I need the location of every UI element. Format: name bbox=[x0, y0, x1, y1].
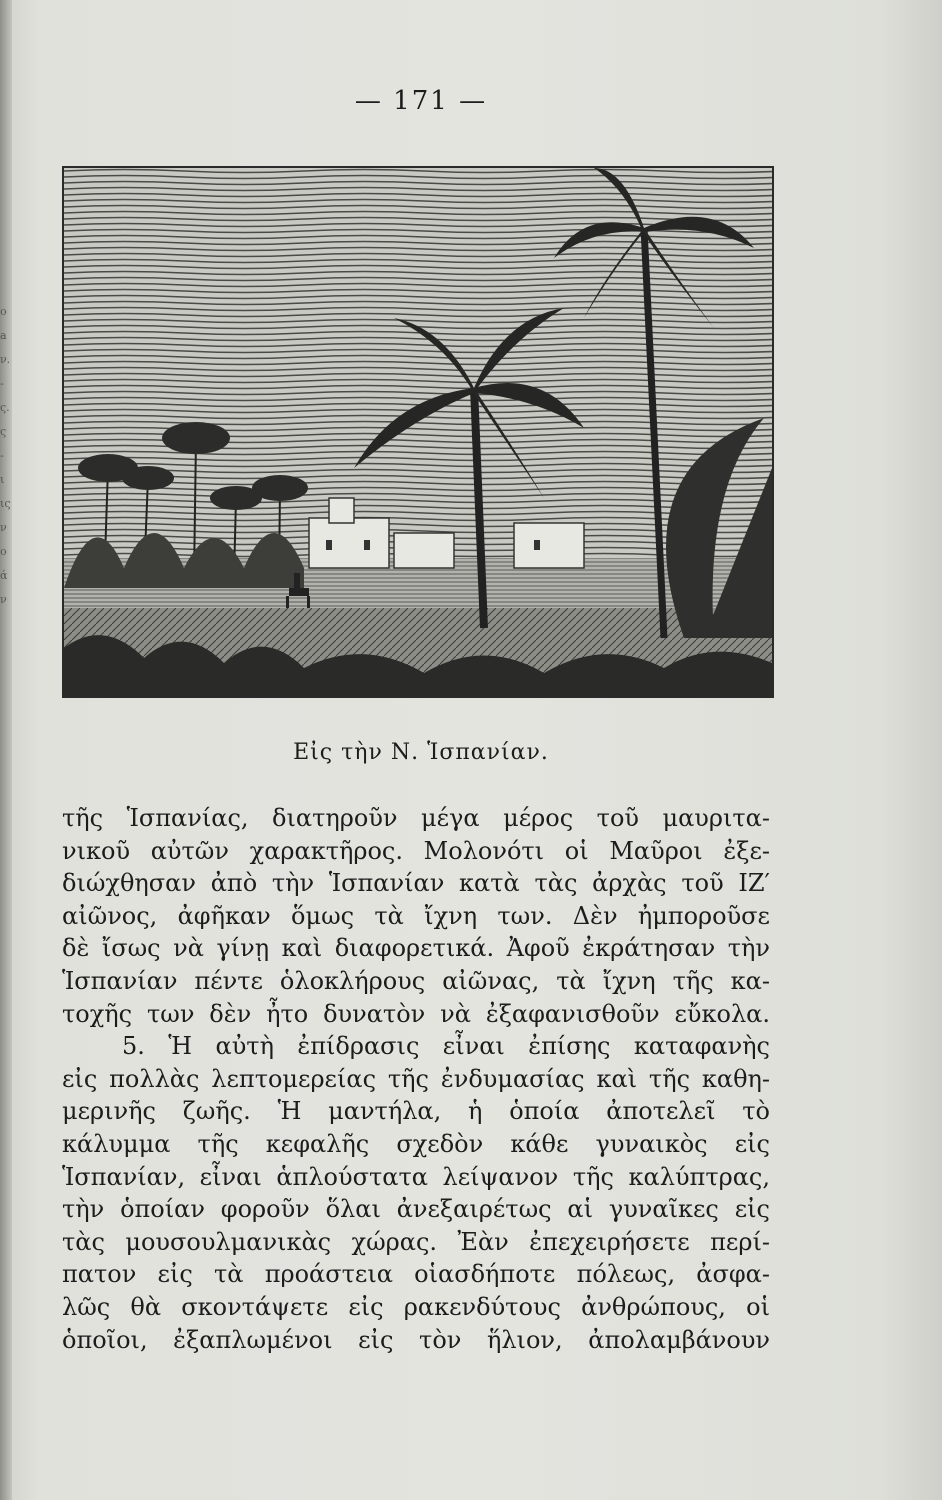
text-line: αἰῶνος, ἀφῆκαν ὅμως τὰ ἴχνη των. Δὲν ἠμποροῦσε bbox=[62, 901, 770, 930]
text-line: εἰς πολλὰς λεπτομερείας τῆς ἐνδυμασίας καὶ τῆς καθη- bbox=[62, 1064, 770, 1093]
body-text bbox=[62, 802, 770, 1356]
figure-caption: Εἰς τὴν Ν. Ἱσπανίαν. bbox=[293, 740, 549, 765]
text-line: λῶς θὰ σκοντάψετε εἰς ρακενδύτους ἀνθρώπους, οἱ bbox=[62, 1292, 770, 1321]
text-line: κάλυμμα τῆς κεφαλῆς σχεδὸν κάθε γυναικὸς εἰς bbox=[62, 1129, 770, 1158]
text-line: τῆς Ἱσπανίας, διατηροῦν μέγα μέρος τοῦ μαυριτα- bbox=[62, 804, 770, 832]
text-line: νικοῦ αὐτῶν χαρακτῆρος. Μολονότι οἱ Μαῦροι ἐξε- bbox=[62, 836, 770, 865]
text-line: Ἱσπανίαν, εἶναι ἁπλούστατα λείψανον τῆς καλύπτρας, bbox=[62, 1162, 770, 1191]
text-line: διώχθησαν ἀπὸ τὴν Ἱσπανίαν κατὰ τὰς ἀρχὰς τοῦ ΙΖ′ bbox=[62, 869, 770, 898]
text-line: μερινῆς ζωῆς. Ἡ μαντήλα, ἡ ὁποία ἀποτελεῖ τὸ bbox=[62, 1097, 770, 1126]
page-number: — 171 — bbox=[354, 86, 488, 116]
text-line: ὁποῖοι, ἐξαπλωμένοι εἰς τὸν ἥλιον, ἀπολαμβάνουν bbox=[62, 1325, 770, 1354]
text-line: Ἱσπανίαν πέντε ὁλοκλήρους αἰῶνας, τὰ ἴχνη τῆς κα- bbox=[62, 966, 770, 995]
text-line: δὲ ἴσως νὰ γίνῃ καὶ διαφορετικά. Ἀφοῦ ἐκράτησαν τὴν bbox=[62, 934, 770, 963]
facing-page-fragments: o a ν. - ς. ς - ι ις ν ο ά ν bbox=[0, 305, 11, 606]
text-line: τὴν ὁποίαν φοροῦν ὅλαι ἀνεξαιρέτως αἱ γυναῖκες εἰς bbox=[62, 1195, 770, 1224]
text-line: τοχῆς των δὲν ἦτο δυνατὸν νὰ ἐξαφανισθοῦν εὔκολα. bbox=[62, 999, 770, 1028]
text-line: 5. Ἡ αὐτὴ ἐπίδρασις εἶναι ἐπίσης καταφανὴς bbox=[122, 1032, 770, 1061]
text-line: τὰς μουσουλμανικὰς χώρας. Ἐὰν ἐπεχειρήσετε περί- bbox=[62, 1227, 770, 1256]
text-line: πατον εἰς τὰ προάστεια οἱασδήποτε πόλεως, ἀσφα- bbox=[62, 1260, 770, 1289]
engraving-illustration bbox=[62, 166, 774, 698]
